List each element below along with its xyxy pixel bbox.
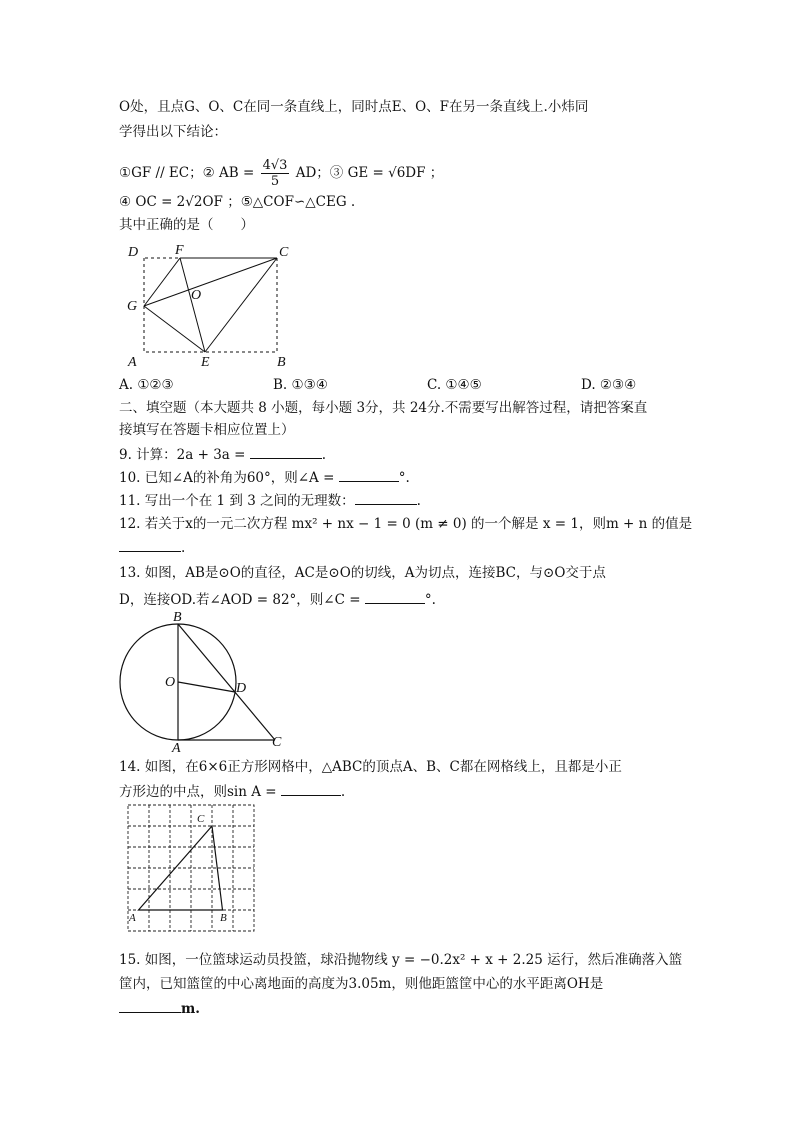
q14-text: 方形边的中点，则sin A = (119, 784, 277, 800)
q13-label-O: O (165, 675, 176, 690)
q8-conclusions-line-1 (119, 158, 443, 189)
q13-answer-blank (365, 589, 425, 604)
q11 (119, 490, 421, 511)
q8-option-c: C. ①④⑤ (427, 377, 482, 393)
q14-end: . (340, 784, 346, 800)
q15-line-1: 15. 如图，一位篮球运动员投篮，球沿抛物线 y = −0.2x² + x + 2.25 运行，然后准确落入篮 (119, 952, 683, 968)
q8-intro-line-1: O处，且点G、O、C在同一条直线上，同时点E、O、F在另一条直线上.小炜同 (119, 99, 589, 115)
q8-label-F: F (175, 243, 184, 258)
q13-figure (115, 608, 295, 753)
q14-answer-blank (281, 781, 341, 796)
q15-answer-blank (119, 998, 181, 1013)
q14-label-C: C (197, 813, 205, 825)
q15-line-3 (119, 998, 200, 1019)
q11-text: 11. 写出一个在 1 到 3 之间的无理数： (119, 493, 355, 509)
q14-label-A: A (129, 912, 136, 924)
q8-label-O: O (191, 288, 202, 303)
q13-label-B: B (173, 610, 182, 625)
q8-option-d: D. ②③④ (581, 377, 637, 393)
q10-end: °. (398, 470, 410, 486)
q8-fraction (261, 158, 290, 189)
q13-text: D，连接OD.若∠AOD = 82°，则∠C = (119, 592, 361, 608)
q14-figure (124, 800, 259, 935)
q8-question: 其中正确的是（ ） (119, 217, 254, 233)
q15-end: m. (181, 1001, 200, 1017)
q8-edge-GE (144, 306, 205, 352)
q8-option-a: A. ①②③ (119, 377, 174, 393)
q9-end: . (321, 447, 327, 463)
q8-conclusions-part-b: AD；③ GE = √6DF ； (295, 165, 444, 181)
q13-line-BC (178, 624, 275, 740)
section2-heading-line-1: 二、填空题（本大题共 8 小题，每小题 3分，共 24分.不需要写出解答过程，请把答案直 (119, 400, 648, 416)
q13-label-D: D (236, 681, 247, 696)
q14-line-2 (119, 781, 345, 802)
q10-text: 10. 已知∠A的补角为60°，则∠A = (119, 470, 335, 486)
q8-edge-GC (144, 258, 277, 306)
q13-radius-OD (178, 682, 235, 692)
q8-edge-FE (180, 258, 205, 352)
q8-label-A: A (128, 355, 137, 370)
q13-line-1: 13. 如图，AB是⊙O的直径，AC是⊙O的切线，A为切点，连接BC，与⊙O交于点 (119, 565, 606, 581)
q9 (119, 444, 326, 465)
q11-end: . (416, 493, 421, 509)
q8-label-G: G (127, 299, 138, 314)
q10 (119, 467, 410, 488)
q8-fraction-numerator: 4√3 (262, 158, 288, 173)
q8-conclusions-part-a: ①GF // EC；② AB = (119, 165, 255, 181)
q13-label-A: A (172, 741, 181, 753)
q15-line-2: 筐内，已知篮筐的中心离地面的高度为3.05m，则他距篮筐中心的水平距离OH是 (119, 976, 604, 992)
q9-answer-blank (250, 444, 322, 459)
q11-answer-blank (355, 490, 417, 505)
q9-text: 9. 计算：2a + 3a = (119, 447, 246, 463)
q8-figure (120, 238, 300, 373)
q8-label-B: B (277, 355, 286, 370)
q8-label-D: D (128, 245, 139, 260)
q8-edge-EC (205, 258, 277, 352)
q13-end: °. (424, 592, 436, 608)
q12-end: . (181, 540, 186, 556)
q8-label-E: E (201, 355, 210, 370)
q10-answer-blank (339, 467, 399, 482)
q8-dashed-rectangle (144, 258, 277, 352)
q8-intro-line-2: 学得出以下结论： (119, 124, 227, 140)
q13-line-2 (119, 589, 436, 610)
q14-label-B: B (220, 912, 227, 924)
q8-label-C: C (279, 245, 289, 260)
q8-option-b: B. ①③④ (273, 377, 328, 393)
q12-answer-blank (119, 537, 181, 552)
q8-fraction-denominator: 5 (270, 174, 280, 189)
q12-line-1: 12. 若关于x的一元二次方程 mx² + nx − 1 = 0 (m ≠ 0) 的一个解是 x = 1，则m + n 的值是 (119, 516, 693, 532)
section2-heading-line-2: 接填写在答题卡相应位置上） (119, 422, 295, 438)
q14-line-1: 14. 如图，在6×6正方形网格中，△ABC的顶点A、B、C都在网格线上，且都是小正 (119, 759, 622, 775)
q13-label-C: C (272, 735, 282, 750)
q8-conclusions-line-2: ④ OC = 2√2OF ；⑤△COF∽△CEG . (119, 194, 356, 210)
q8-edge-GF (144, 258, 180, 306)
q12-line-2 (119, 537, 185, 558)
